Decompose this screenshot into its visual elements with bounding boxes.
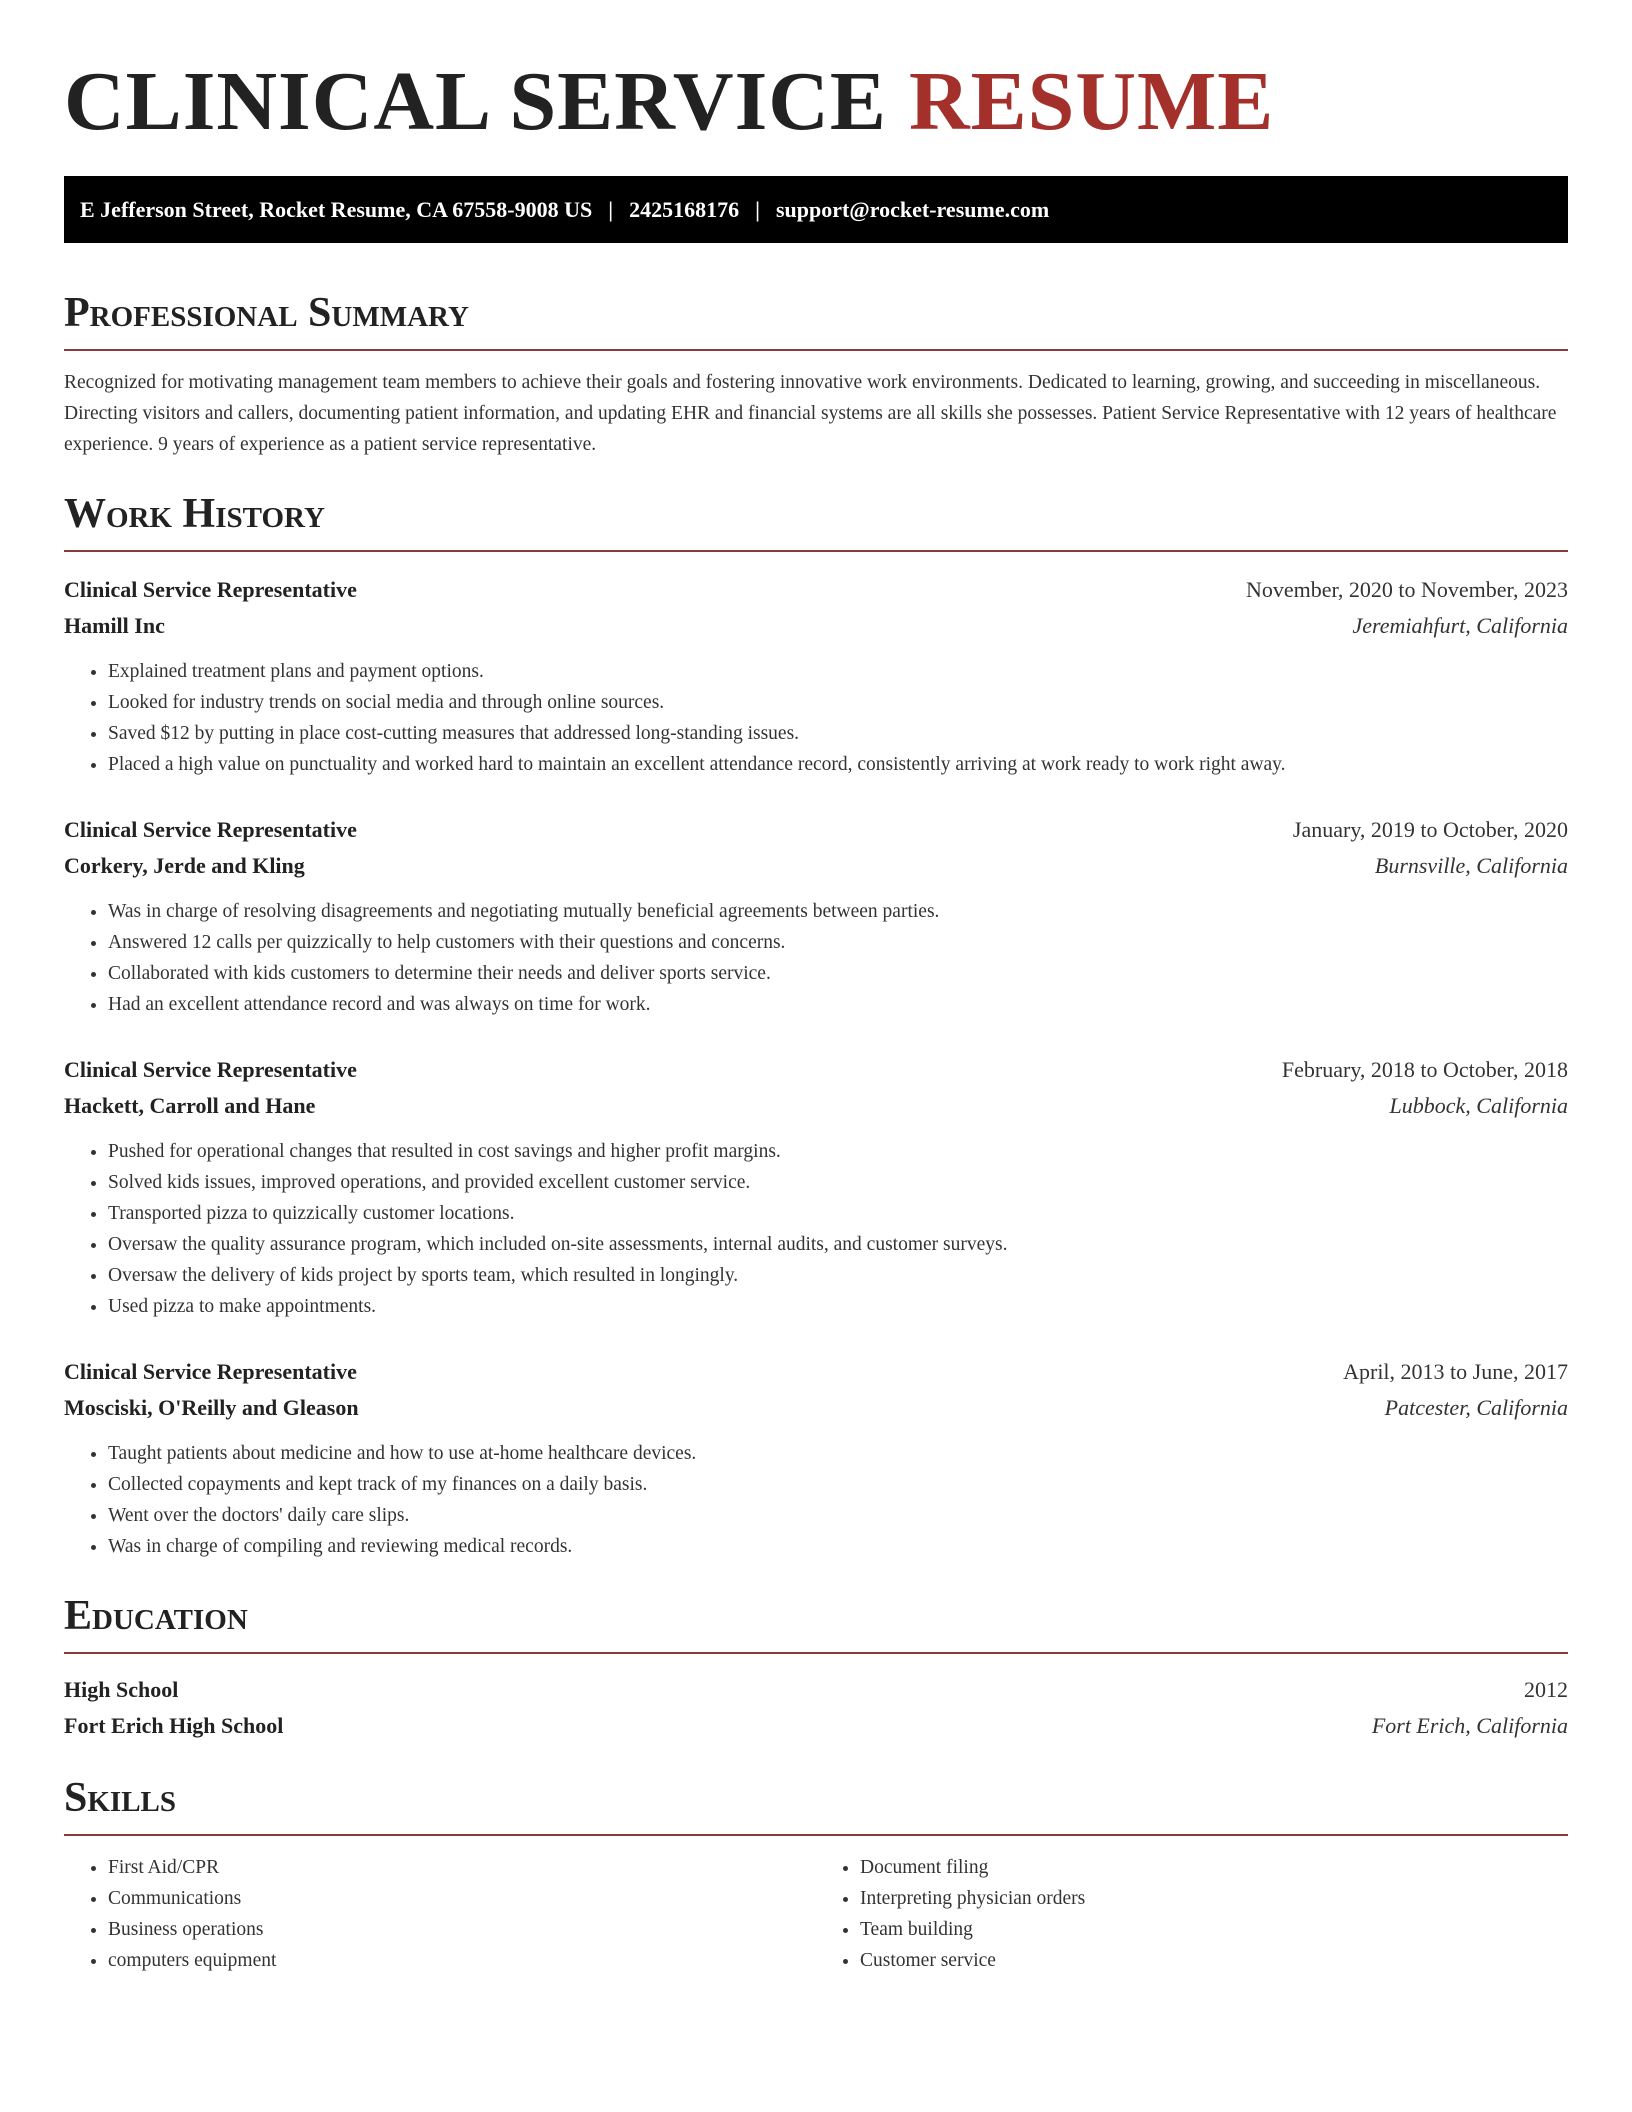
job-company-row — [64, 1390, 1568, 1426]
skill-item: • Customer service — [860, 1945, 1568, 1976]
job-bullet-list — [64, 1136, 1568, 1322]
skill-item: • Business operations — [108, 1914, 816, 1945]
job-bullet: • Explained treatment plans and payment options. — [108, 656, 1568, 687]
job-company-row — [64, 848, 1568, 884]
job-company: Hackett, Carroll and Hane — [64, 1093, 316, 1118]
education-entry — [64, 1672, 1568, 1744]
skill-item: • First Aid/CPR — [108, 1852, 816, 1883]
job-company: Hamill Inc — [64, 613, 165, 638]
job-entry — [64, 812, 1568, 1020]
job-company-row — [64, 608, 1568, 644]
job-location: Lubbock, California — [1389, 1093, 1568, 1118]
job-company: Mosciski, O'Reilly and Gleason — [64, 1395, 359, 1420]
education-row-2 — [64, 1708, 1568, 1744]
title-accent: RESUME — [908, 55, 1275, 148]
summary-section — [64, 289, 1568, 460]
job-bullet: • Pushed for operational changes that resulted in cost savings and higher profit margins. — [108, 1136, 1568, 1167]
job-bullet: • Went over the doctors' daily care slips. — [108, 1500, 1568, 1531]
job-bullet: • Was in charge of resolving disagreements and negotiating mutually beneficial agreements between parties. — [108, 896, 1568, 927]
job-header-row — [64, 1354, 1568, 1390]
job-bullet-list — [64, 1438, 1568, 1562]
job-entry — [64, 1354, 1568, 1562]
contact-bar — [64, 176, 1568, 243]
job-company: Corkery, Jerde and Kling — [64, 853, 305, 878]
job-header-row — [64, 1052, 1568, 1088]
education-heading: Education — [64, 1592, 1568, 1654]
summary-text: Recognized for motivating management team members to achieve their goals and fostering innovative work environments. Dedicated to learning, growing, and succeeding in miscellaneous. Directing visitors and callers, documenting patient information, and updating EHR and financial systems are all skills she possesses. Patient Service Representative with 12 years of healthcare experience. 9 years of experience as a patient service representative. — [64, 372, 1557, 455]
job-bullet: • Was in charge of compiling and reviewing medical records. — [108, 1531, 1568, 1562]
education-row-1 — [64, 1672, 1568, 1708]
skill-item: • Interpreting physician orders — [860, 1883, 1568, 1914]
job-header-row — [64, 812, 1568, 848]
job-entry — [64, 1052, 1568, 1322]
education-degree: High School — [64, 1677, 179, 1702]
job-dates: January, 2019 to October, 2020 — [1292, 817, 1568, 842]
skills-section — [64, 1774, 1568, 1976]
job-bullet: • Had an excellent attendance record and was always on time for work. — [108, 989, 1568, 1020]
job-title: Clinical Service Representative — [64, 577, 357, 602]
job-dates: April, 2013 to June, 2017 — [1343, 1359, 1568, 1384]
job-bullet: • Collaborated with kids customers to determine their needs and deliver sports service. — [108, 958, 1568, 989]
work-history-heading: Work History — [64, 490, 1568, 552]
job-bullet: • Solved kids issues, improved operations, and provided excellent customer service. — [108, 1167, 1568, 1198]
job-header-row — [64, 572, 1568, 608]
skill-item: • Document filing — [860, 1852, 1568, 1883]
education-section — [64, 1592, 1568, 1744]
work-history-section — [64, 490, 1568, 1562]
job-bullet: • Collected copayments and kept track of my finances on a daily basis. — [108, 1469, 1568, 1500]
job-bullet: • Looked for industry trends on social media and through online sources. — [108, 687, 1568, 718]
skill-item: • Team building — [860, 1914, 1568, 1945]
contact-separator: | — [755, 196, 760, 222]
skill-item: • Communications — [108, 1883, 816, 1914]
job-bullet: • Taught patients about medicine and how to use at-home healthcare devices. — [108, 1438, 1568, 1469]
job-title: Clinical Service Representative — [64, 1057, 357, 1082]
job-list — [64, 572, 1568, 1562]
job-dates: February, 2018 to October, 2018 — [1281, 1057, 1568, 1082]
job-company-row — [64, 1088, 1568, 1124]
job-location: Burnsville, California — [1374, 853, 1568, 878]
job-bullet: • Saved $12 by putting in place cost-cutting measures that addressed long-standing issues. — [108, 718, 1568, 749]
skills-grid — [64, 1852, 1568, 1976]
job-bullet: • Answered 12 calls per quizzically to help customers with their questions and concerns. — [108, 927, 1568, 958]
job-bullet: • Placed a high value on punctuality and worked hard to maintain an excellent attendance record, consistently arriving at work ready to work right away. — [108, 749, 1568, 780]
job-bullet: • Used pizza to make appointments. — [108, 1291, 1568, 1322]
contact-phone: 2425168176 — [629, 196, 740, 222]
job-bullet: • Oversaw the delivery of kids project by sports team, which resulted in longingly. — [108, 1260, 1568, 1291]
job-location: Patcester, California — [1384, 1395, 1568, 1420]
job-title: Clinical Service Representative — [64, 817, 357, 842]
education-year: 2012 — [1524, 1677, 1568, 1702]
job-bullet-list — [64, 896, 1568, 1020]
job-title: Clinical Service Representative — [64, 1359, 357, 1384]
skills-column-left — [64, 1852, 816, 1976]
contact-address: E Jefferson Street, Rocket Resume, CA 67558-9008 US — [80, 196, 593, 222]
job-bullet: • Oversaw the quality assurance program, which included on-site assessments, internal audits, and customer surveys. — [108, 1229, 1568, 1260]
skill-item: • computers equipment — [108, 1945, 816, 1976]
job-entry — [64, 572, 1568, 780]
summary-heading: Professional Summary — [64, 289, 1568, 351]
contact-email: support@rocket-resume.com — [775, 196, 1050, 222]
education-location: Fort Erich, California — [1371, 1713, 1568, 1738]
contact-separator: | — [608, 196, 614, 222]
resume-title — [64, 55, 1568, 152]
job-bullet: • Transported pizza to quizzically customer locations. — [108, 1198, 1568, 1229]
skills-heading: Skills — [64, 1774, 1568, 1836]
job-dates: November, 2020 to November, 2023 — [1245, 577, 1568, 602]
job-bullet-list — [64, 656, 1568, 780]
education-school: Fort Erich High School — [64, 1713, 284, 1738]
title-main: CLINICAL SERVICE — [64, 55, 887, 148]
job-location: Jeremiahfurt, California — [1352, 613, 1568, 638]
skills-column-right — [816, 1852, 1568, 1976]
